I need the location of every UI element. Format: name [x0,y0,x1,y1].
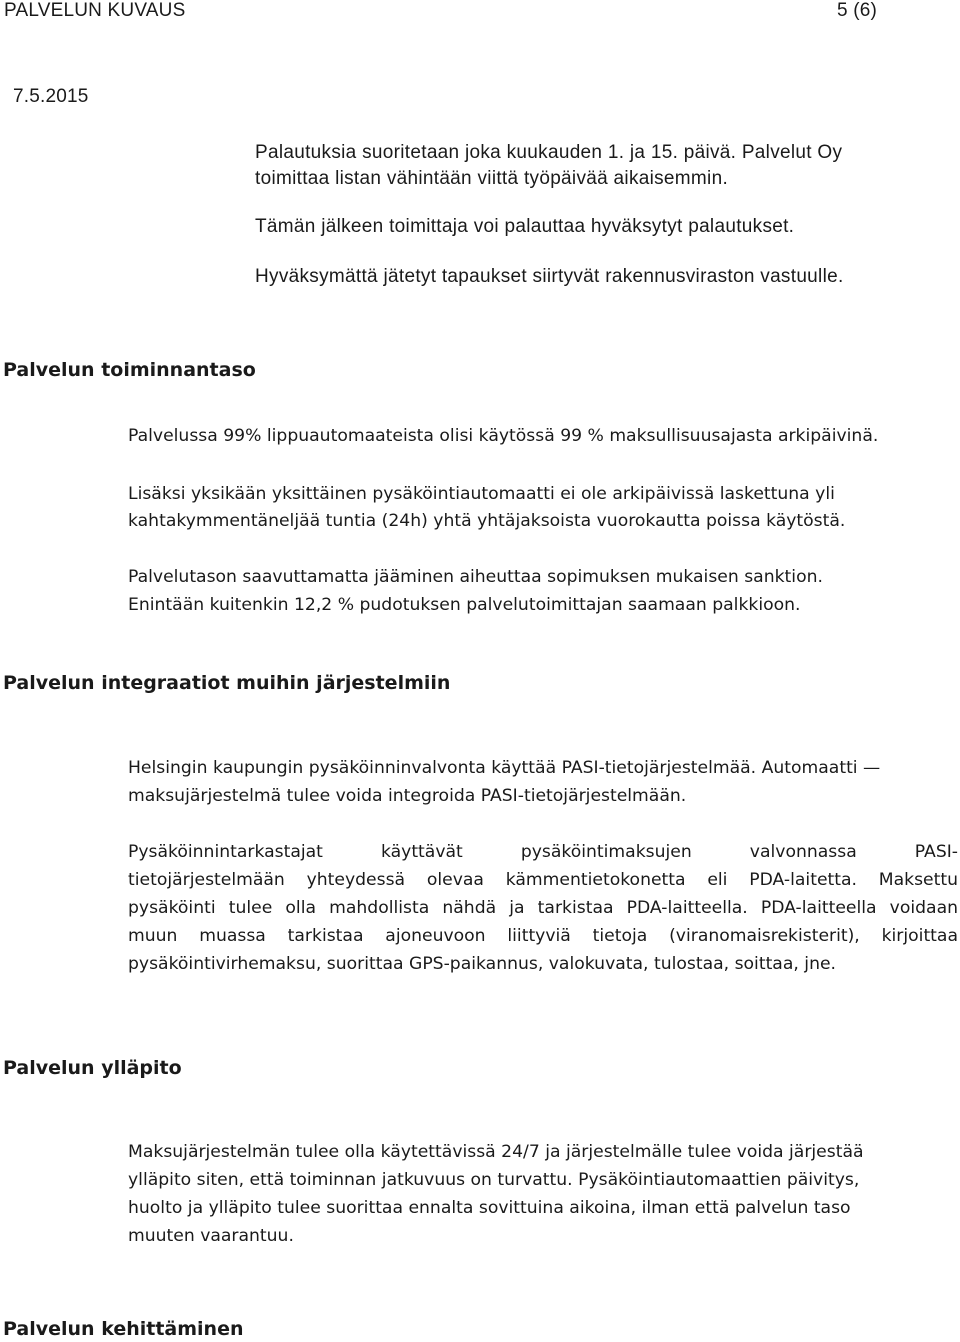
integraatiot-p1-line-1: Helsingin kaupungin pysäköinninvalvonta käyttää PASI-tietojärjestelmää. Automaatti — [128,758,881,778]
yllapito-p1-line-2: ylläpito siten, että toiminnan jatkuvuus on turvattu. Pysäköintiautomaattien päivitys, [128,1170,860,1190]
heading-integraatiot: Palvelun integraatiot muihin järjestelmiin [3,672,451,694]
heading-toiminnantaso: Palvelun toiminnantaso [3,359,256,381]
heading-kehittaminen: Palvelun kehittäminen [3,1318,244,1340]
intro-line-1: Palautuksia suoritetaan joka kuukauden 1. ja 15. päivä. Palvelut Oy [255,142,843,163]
intro-line-2: toimittaa listan vähintään viittä työpäivää aikaisemmin. [255,168,729,189]
document-date: 7.5.2015 [13,86,89,107]
toiminnantaso-p2-line-1: Lisäksi yksikään yksittäinen pysäköintiautomaatti ei ole arkipäivissä laskettuna yli [128,484,835,504]
toiminnantaso-p1: Palvelussa 99% lippuautomaateista olisi käytössä 99 % maksullisuusajasta arkipäivinä. [128,426,879,446]
yllapito-p1-line-1: Maksujärjestelmän tulee olla käytettävissä 24/7 ja järjestelmälle tulee voida järjestää [128,1142,864,1162]
integraatiot-p2-line-5: pysäköintivirhemaksu, suorittaa GPS-paikannus, valokuvata, tulostaa, soittaa, jne. [128,954,837,974]
heading-yllapito: Palvelun ylläpito [3,1057,182,1079]
integraatiot-p2-line-1: Pysäköinnintarkastajat käyttävät pysäköintimaksujen valvonnassa PASI- [128,842,958,862]
document-title: PALVELUN KUVAUS [4,0,186,21]
integraatiot-p2-line-3: pysäköinti tulee olla mahdollista nähdä ja tarkistaa PDA-laitteella. PDA-laitteella voidaan [128,898,958,918]
toiminnantaso-p3-line-1: Palvelutason saavuttamatta jääminen aiheuttaa sopimuksen mukaisen sanktion. [128,567,823,587]
integraatiot-p2-line-2: tietojärjestelmään yhteydessä olevaa kämmentietokonetta eli PDA-laitetta. Maksettu [128,870,958,890]
yllapito-p1-line-3: huolto ja ylläpito tulee suorittaa ennalta sovittuina aikoina, ilman että palvelun taso [128,1198,851,1218]
page-number: 5 (6) [837,0,878,21]
intro-line-4: Hyväksymättä jätetyt tapaukset siirtyvät rakennusviraston vastuulle. [255,266,844,287]
toiminnantaso-p2-line-2: kahtakymmentäneljää tuntia (24h) yhtä yhtäjaksoista vuorokautta poissa käytöstä. [128,511,846,531]
yllapito-p1-line-4: muuten vaarantuu. [128,1226,294,1246]
intro-line-3: Tämän jälkeen toimittaja voi palauttaa hyväksytyt palautukset. [255,216,795,237]
integraatiot-p1-line-2: maksujärjestelmä tulee voida integroida PASI-tietojärjestelmään. [128,786,687,806]
integraatiot-p2-line-4: muun muassa tarkistaa ajoneuvoon liittyviä tietoja (viranomaisrekisterit), kirjoittaa [128,926,958,946]
toiminnantaso-p3-line-2: Enintään kuitenkin 12,2 % pudotuksen palvelutoimittajan saamaan palkkioon. [128,595,801,615]
